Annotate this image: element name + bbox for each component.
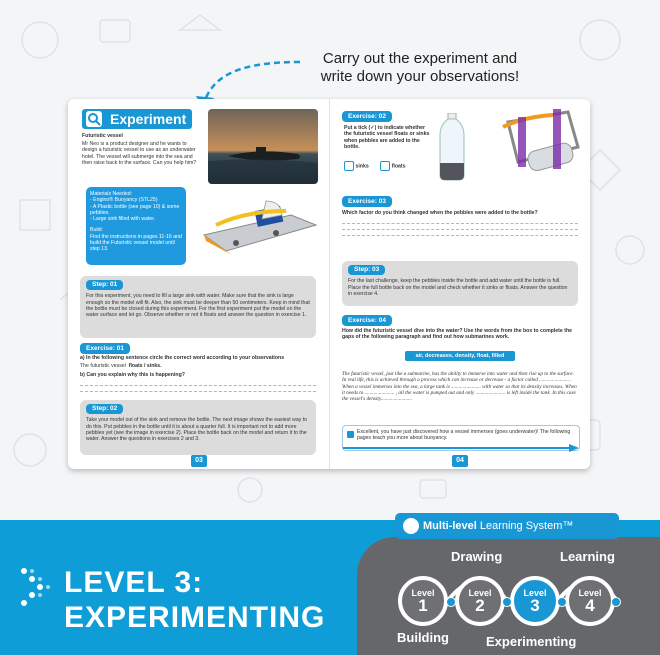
build-title: Build: <box>90 227 103 234</box>
level-number: 1 <box>418 596 428 615</box>
connector-dot <box>611 597 621 607</box>
exercise-03-label: Exercise: 03 <box>342 196 392 207</box>
build-text: Find the instructions in pages 11-16 and build the Futuristic vessel model until step 13. <box>90 233 182 253</box>
materials-item: - Large sink filled with water. <box>90 216 156 223</box>
exercise-04-label: Exercise: 04 <box>342 315 392 326</box>
vessel-subtitle: Futuristic vessel <box>82 133 123 139</box>
connector-dot <box>557 597 567 607</box>
completion-note <box>342 425 580 451</box>
experiment-header <box>82 109 192 129</box>
fill-in-paragraph[interactable]: The futuristic vessel, just like a submarine, has the ability to immerse into water and then rise up to the surface. In real life, this is achieved through a process which can increase or decrease - a factor called ....................... . When a vessel immerses into the sea, a large tank is ....................... with water so that its density increases. When it needs to ....................... , all the water is pumped out and only ....................... is left inside the tank. In this case the vessel's density........................ <box>342 371 577 403</box>
stage-label-learning: Learning <box>560 549 615 564</box>
word-box: air, decreases, density, float, filled <box>405 351 515 361</box>
step-02-box <box>80 400 316 455</box>
step-03-text: For the last challenge, keep the pebbles inside the bottle and add water until the bottle is full. Place the full bottle back on the model and check whether it sinks or floats. Answer the question in exercise 4. <box>348 278 568 297</box>
floats-label: floats <box>391 163 406 170</box>
level-title-line-2: EXPERIMENTING <box>64 601 326 634</box>
system-title-bold: Multi-level <box>423 520 477 532</box>
progress-arrow-icon <box>343 444 581 452</box>
step-01-text: For this experiment, you need to fill a large sink with water. Make sure that the sink is large enough so the model will fit. Also, the sink must be deeper than 50 centimeters. Keep in mind that the bottle must be closed during this experiment. For the first experiment put the model on the water surface and let go. Observe whether or not it floats and answer the question in exercise 1. <box>86 293 310 319</box>
step-03-label: Step: 03 <box>348 265 385 275</box>
check-icon <box>347 431 354 438</box>
page-number: 04 <box>452 455 468 467</box>
level-number: 2 <box>475 596 485 615</box>
step-01-box <box>80 276 316 338</box>
exercise-03-answer-lines[interactable] <box>342 218 578 236</box>
booklet-spread <box>68 99 590 469</box>
exercise-01-label: Exercise: 01 <box>80 343 130 354</box>
exercise-04-text: How did the futuristic vessel dive into the water? Use the words from the box to complete the gaps of the following paragraph and find out how submarines work. <box>342 328 573 341</box>
vessel-model-image <box>196 195 321 257</box>
materials-box <box>86 187 186 265</box>
level-title <box>64 565 325 635</box>
materials-item: - A Plastic bottle (see page 10) & some pebbles. <box>90 203 180 216</box>
pebble-bottle-image <box>438 113 466 181</box>
level-number: 3 <box>530 596 540 615</box>
bottle-on-model-image <box>498 107 583 187</box>
step-02-label: Step: 02 <box>86 404 123 414</box>
level-3-badge <box>510 576 560 626</box>
level-word: Level <box>468 588 492 598</box>
level-2-badge <box>455 576 505 626</box>
materials-item: - Engino® Buoyancy (STL25) <box>90 197 158 204</box>
level-number: 4 <box>585 596 595 615</box>
chevron-arrows-icon <box>18 565 58 613</box>
learning-system-header <box>395 513 619 539</box>
left-page <box>68 99 329 469</box>
float-sink-options[interactable]: floats / sinks. <box>128 363 162 369</box>
stage-label-experimenting: Experimenting <box>486 634 577 649</box>
page-number: 03 <box>191 455 207 467</box>
level-word: Level <box>578 588 602 598</box>
stage-label-drawing: Drawing <box>451 549 503 564</box>
callout-line-2: write down your observations! <box>320 68 520 85</box>
floats-checkbox[interactable] <box>380 161 390 171</box>
level-1-badge <box>398 576 448 626</box>
magnifier-icon <box>86 111 102 127</box>
intro-text: Mr Neo is a product designer and he wants to design a futuristic vessel to use as an underwater hotel. The vessel will submerge into the sea and then raise back to the surface. Can you help him? <box>82 141 197 166</box>
system-title-rest: Learning System™ <box>476 520 574 532</box>
level-4-badge <box>565 576 615 626</box>
exercise-02-text: Put a tick (✓) to indicate whether the futuristic vessel floats or sinks when pebbles are added to the bottle. <box>344 125 430 150</box>
stage-label-building: Building <box>397 630 449 645</box>
callout-line-1: Carry out the experiment and <box>322 50 518 67</box>
instruction-callout <box>300 50 540 86</box>
exercise-03-text: Which factor do you think changed when the pebbles were added to the bottle? <box>342 210 538 216</box>
materials-title: Materials Needed: <box>90 191 133 197</box>
right-page <box>329 99 591 469</box>
answer-lines[interactable] <box>80 380 316 392</box>
step-03-box <box>342 261 578 306</box>
gear-globe-icon <box>403 518 419 534</box>
level-word: Level <box>523 588 547 598</box>
level-word: Level <box>411 588 435 598</box>
exercise-01-question-a: a) In the following sentence circle the correct word according to your observations <box>80 355 285 361</box>
exercise-02-label: Exercise: 02 <box>342 111 392 122</box>
exercise-01-question-b: b) Can you explain why this is happening? <box>80 372 185 378</box>
step-01-label: Step: 01 <box>86 280 123 290</box>
sinks-checkbox[interactable] <box>344 161 354 171</box>
level-title-line-1: LEVEL 3: <box>64 566 204 599</box>
sentence-start: The futuristic vessel <box>80 363 126 369</box>
connector-dot <box>446 597 456 607</box>
exercise-01-sentence <box>80 363 316 369</box>
completion-note-text: Excellent, you have just discovered how a vessel immerses (goes underwater)! The following pages teach you more about buoyancy. <box>357 429 571 442</box>
step-02-text: Take your model out of the sink and remove the bottle. The next image shows the easiest way to do this. Put pebbles in the bottle until it is about a quarter full. It is important not to add more pebbles yet (see the image in exercise 2). Place the bottle back on the model and return it to the water. Answer the questions in exercises 2 and 3. <box>86 417 308 443</box>
experiment-title: Experiment <box>110 111 187 127</box>
sinks-label: sinks <box>355 163 369 170</box>
submarine-photo <box>208 109 318 184</box>
connector-dot <box>502 597 512 607</box>
